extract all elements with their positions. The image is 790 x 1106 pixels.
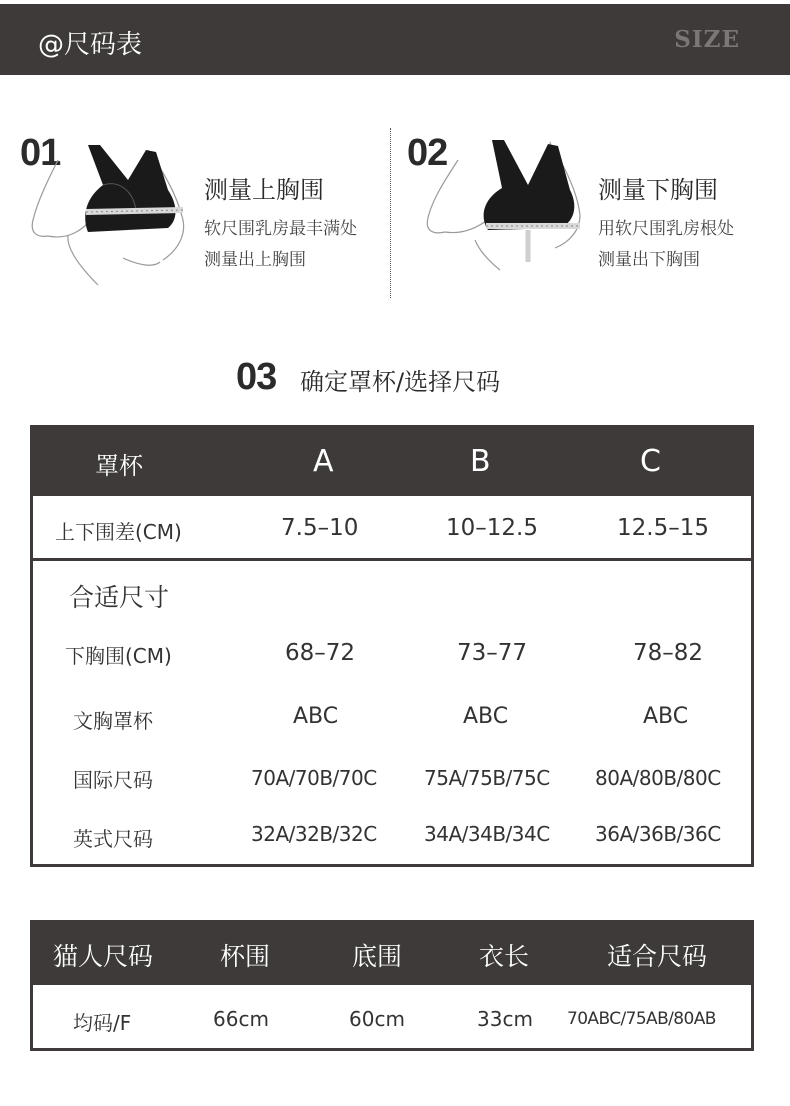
- diff-value-b: 10–12.5: [446, 515, 538, 541]
- step3-number: 03: [236, 356, 277, 398]
- diff-value-a: 7.5–10: [281, 515, 359, 541]
- intl-a: 70A/70B/70C: [251, 766, 377, 790]
- diff-value-c: 12.5–15: [617, 515, 709, 541]
- header-fit-size: 适合尺码: [607, 942, 708, 971]
- uk-c: 36A/36B/36C: [595, 822, 721, 846]
- underbust-c: 78–82: [633, 640, 704, 666]
- cup-a: ABC: [293, 704, 339, 729]
- intl-b: 75A/75B/75C: [424, 766, 550, 790]
- step2-title: 测量下胸围: [598, 176, 718, 204]
- cup-header-label: 罩杯: [95, 452, 143, 480]
- table-divider: [33, 558, 751, 561]
- header-bar: [0, 4, 790, 75]
- underbust-b: 73–77: [457, 640, 528, 666]
- product-cup-girth: 66cm: [213, 1007, 269, 1031]
- step1-number: 01: [20, 132, 61, 174]
- step2-desc-line1: 用软尺围乳房根处: [598, 219, 734, 239]
- row-label-intl: 国际尺码: [73, 768, 153, 792]
- uk-b: 34A/34B/34C: [424, 822, 550, 846]
- step-divider: [390, 128, 391, 298]
- step1-desc-line1: 软尺围乳房最丰满处: [204, 219, 357, 239]
- step2-desc: [598, 214, 734, 276]
- step1-desc-line2: 测量出上胸围: [204, 250, 306, 270]
- step2-number: 02: [407, 132, 448, 174]
- uk-a: 32A/32B/32C: [251, 822, 377, 846]
- row-label-underbust: 下胸围(CM): [65, 644, 172, 668]
- page-title: @尺码表: [38, 30, 143, 60]
- under-bust-illustration: [420, 130, 590, 280]
- header-cup-girth: 杯围: [220, 942, 271, 971]
- upper-bust-illustration: [28, 140, 198, 290]
- step1-desc: [204, 214, 357, 276]
- cup-col-a: A: [313, 444, 334, 479]
- row-label-cup: 文胸罩杯: [73, 709, 153, 733]
- header-band-girth: 底围: [352, 942, 403, 971]
- cup-size-table: [30, 425, 754, 867]
- intl-c: 80A/80B/80C: [595, 766, 721, 790]
- fit-size-label: 合适尺寸: [69, 583, 170, 612]
- underbust-a: 68–72: [285, 640, 356, 666]
- step1-title: 测量上胸围: [204, 176, 324, 204]
- step2-desc-line2: 测量出下胸围: [598, 250, 700, 270]
- header-brand-size: 猫人尺码: [53, 942, 154, 971]
- row-label-uk: 英式尺码: [73, 827, 153, 851]
- step3-title: 确定罩杯/选择尺码: [300, 368, 501, 396]
- cup-col-c: C: [640, 444, 661, 479]
- product-band-girth: 60cm: [349, 1007, 405, 1031]
- product-table-header: [33, 923, 751, 985]
- cup-c: ABC: [643, 704, 689, 729]
- product-fit-size: 70ABC/75AB/80AB: [567, 1009, 716, 1029]
- cup-table-header: [33, 428, 751, 496]
- size-badge: SIZE: [674, 26, 740, 53]
- product-length: 33cm: [477, 1007, 533, 1031]
- diff-row-label: 上下围差(CM): [55, 520, 182, 544]
- cup-col-b: B: [470, 444, 491, 479]
- product-size: 均码/F: [73, 1011, 132, 1035]
- product-size-table: [30, 920, 754, 1051]
- header-length: 衣长: [479, 942, 530, 971]
- cup-b: ABC: [463, 704, 509, 729]
